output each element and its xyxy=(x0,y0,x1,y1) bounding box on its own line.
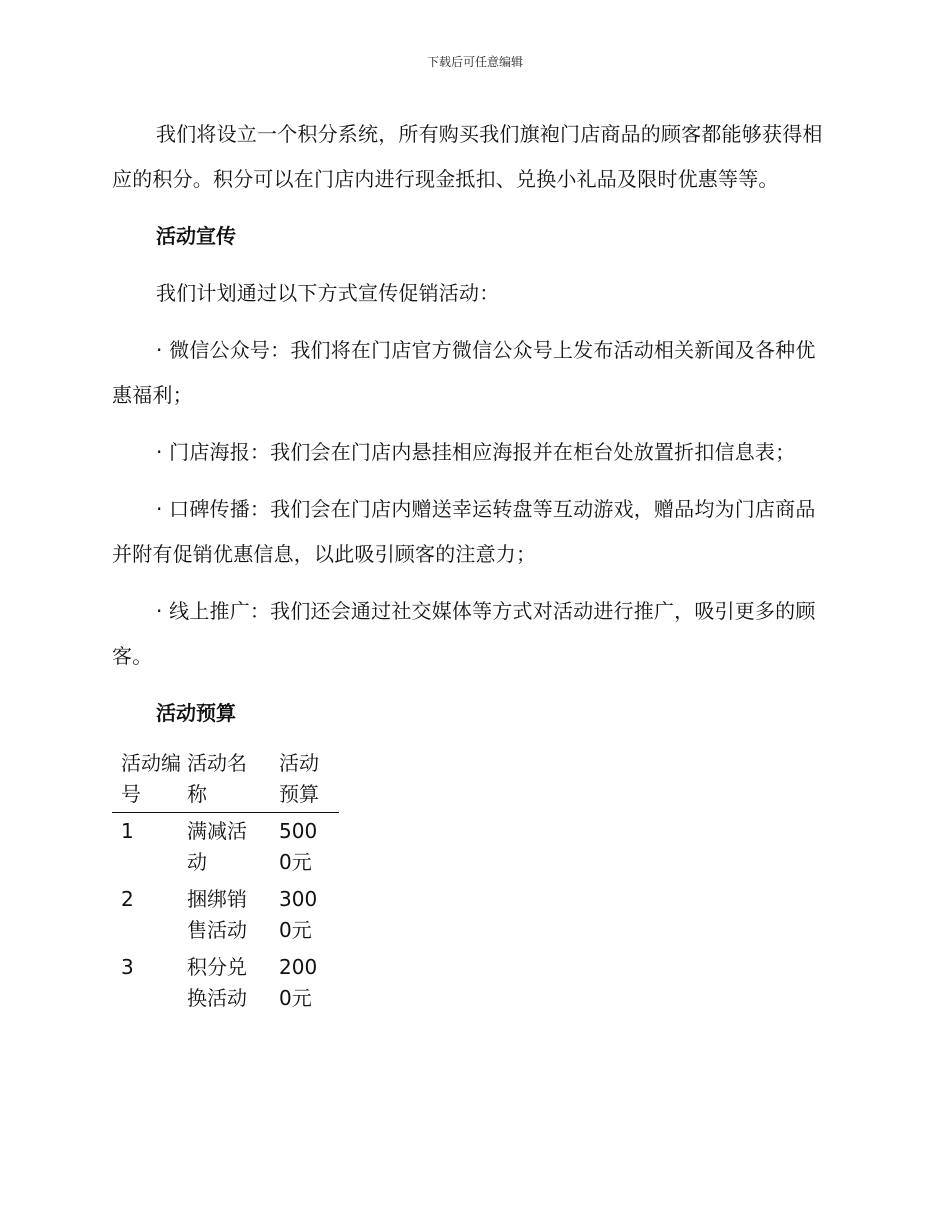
table-cell-number: 2 xyxy=(121,887,134,911)
table-cell-budget: 2000元 xyxy=(279,955,318,1010)
wechat-bullet-paragraph: · 微信公众号：我们将在门店官方微信公众号上发布活动相关新闻及各种优惠福利； xyxy=(112,338,816,407)
budget-table-header-row xyxy=(112,748,339,813)
header-cell-activity-number: 活动编号 xyxy=(121,751,181,806)
table-cell-budget: 5000元 xyxy=(279,819,318,874)
table-cell-name: 捆绑销售活动 xyxy=(187,887,247,942)
points-system-paragraph: 我们将设立一个积分系统，所有购买我们旗袍门店商品的顾客都能够获得相应的积分。积分可以在门店内进行现金抵扣、兑换小礼品及限时优惠等等。 xyxy=(112,122,823,191)
header-cell-activity-budget: 活动预算 xyxy=(279,751,319,806)
table-cell-budget: 3000元 xyxy=(279,887,318,942)
table-row xyxy=(112,949,339,1017)
table-cell-name: 积分兑换活动 xyxy=(187,955,247,1010)
header-cell-activity-name: 活动名称 xyxy=(187,751,247,806)
table-cell-number: 3 xyxy=(121,955,134,979)
promotion-intro-paragraph: 我们计划通过以下方式宣传促销活动： xyxy=(156,281,500,305)
page-header-note: 下载后可任意编辑 xyxy=(426,55,523,69)
table-row xyxy=(112,813,339,882)
table-cell-name: 满减活动 xyxy=(187,819,247,874)
promotion-heading: 活动宣传 xyxy=(156,224,236,248)
poster-bullet-paragraph: · 门店海报：我们会在门店内悬挂相应海报并在柜台处放置折扣信息表； xyxy=(156,440,796,464)
table-row xyxy=(112,881,339,949)
budget-table xyxy=(112,748,339,1017)
word-of-mouth-bullet-paragraph: · 口碑传播：我们会在门店内赠送幸运转盘等互动游戏，赠品均为门店商品并附有促销优惠信息，以此吸引顾客的注意力； xyxy=(112,497,816,566)
table-cell-number: 1 xyxy=(121,819,134,843)
online-promotion-bullet-paragraph: · 线上推广：我们还会通过社交媒体等方式对活动进行推广，吸引更多的顾客。 xyxy=(112,599,816,668)
budget-heading: 活动预算 xyxy=(156,701,236,725)
document-body xyxy=(112,112,832,1017)
